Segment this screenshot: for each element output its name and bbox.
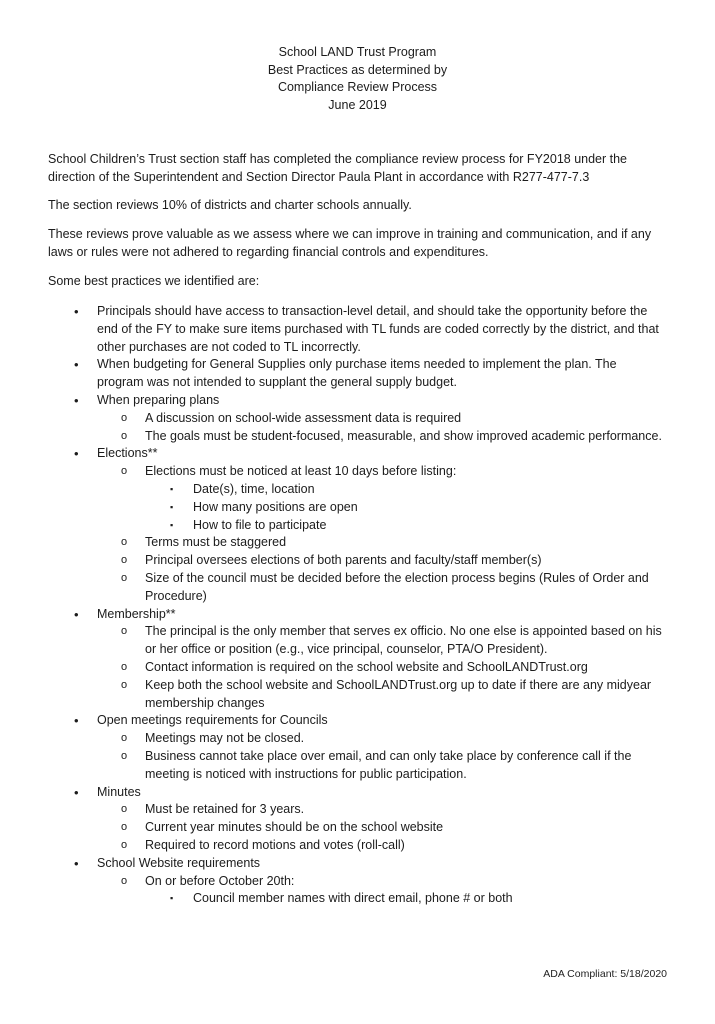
list-item-level-2 — [0, 428, 662, 446]
list-item-level-1 — [0, 303, 662, 356]
list-item-text: When budgeting for General Supplies only purchase items needed to implement the plan. The program was not intended to supplant the general supply budget. — [97, 357, 617, 390]
list-item-level-2 — [0, 837, 662, 855]
reviews-scope-paragraph: The section reviews 10% of districts and charter schools annually. — [48, 198, 412, 212]
header-date: June 2019 — [328, 97, 387, 112]
bullet-marker-level-3: ▪ — [170, 893, 174, 904]
bullet-marker-level-3: ▪ — [170, 501, 174, 512]
list-item-level-2 — [0, 623, 662, 659]
list-item-level-1 — [0, 445, 662, 463]
list-item-level-2 — [0, 873, 662, 891]
list-item-text: Date(s), time, location — [193, 481, 315, 496]
list-item-text: Current year minutes should be on the school website — [145, 820, 444, 835]
list-item-text: Must be retained for 3 years. — [145, 802, 305, 817]
list-item-level-2 — [0, 801, 662, 819]
list-item-level-2 — [0, 570, 662, 606]
list-item-text: How to file to participate — [193, 517, 327, 532]
ada-compliance-footer: ADA Compliant: 5/18/2020 — [543, 968, 667, 980]
list-item-level-2 — [0, 410, 662, 428]
bullet-marker-level-1: • — [74, 304, 79, 319]
list-item-text: How many positions are open — [193, 499, 358, 514]
list-item-text: Required to record motions and votes (roll-call) — [145, 837, 405, 852]
list-item-level-3 — [0, 890, 662, 908]
document-header — [0, 44, 715, 114]
bullet-marker-level-1: • — [74, 606, 79, 622]
list-item-level-1 — [0, 784, 662, 802]
list-item-text: Elections must be noticed at least 10 days before listing: — [145, 464, 457, 479]
bullet-marker-level-3: ▪ — [170, 519, 174, 530]
header-program-title: School LAND Trust Program — [278, 45, 437, 59]
list-item-text: When preparing plans — [97, 392, 220, 407]
bullet-marker-level-2: o — [121, 429, 128, 442]
list-item-text: Keep both the school website and SchoolLANDTrust.org up to date if there are any midyear membership changes — [145, 677, 652, 710]
bullet-marker-level-1: • — [74, 357, 79, 373]
bullet-marker-level-2: o — [121, 660, 128, 673]
best-practices-intro: Some best practices we identified are: — [48, 274, 260, 288]
list-item-text: The goals must be student-focused, measurable, and show improved academic performance. — [145, 428, 662, 443]
bullet-marker-level-2: o — [121, 732, 128, 745]
list-item-text: Open meetings requirements for Councils — [97, 713, 328, 728]
list-item-text: Minutes — [97, 784, 141, 799]
bullet-marker-level-1: • — [74, 713, 79, 729]
list-item-text: Council member names with direct email, phone # or both — [193, 891, 513, 906]
bullet-marker-level-2: o — [121, 411, 128, 424]
bullet-marker-level-1: • — [74, 392, 79, 408]
list-item-level-2 — [0, 819, 662, 837]
list-item-level-2 — [0, 748, 662, 784]
bullet-marker-level-2: o — [121, 571, 128, 584]
list-item-text: Membership** — [97, 606, 176, 621]
best-practices-list — [0, 303, 715, 908]
bullet-marker-level-2: o — [121, 749, 128, 762]
bullet-marker-level-2: o — [121, 465, 128, 478]
bullet-marker-level-2: o — [121, 678, 128, 691]
list-item-level-1 — [0, 606, 662, 624]
list-item-level-2 — [0, 534, 662, 552]
list-item-text: A discussion on school-wide assessment data is required — [145, 410, 462, 425]
list-item-level-2 — [0, 659, 662, 677]
list-item-level-2 — [0, 552, 662, 570]
list-item-level-1 — [0, 712, 662, 730]
intro-paragraph: School Children’s Trust section staff has completed the compliance review process for FY2018 under the direction of the Superintendent and Section Director Paula Plant in accordance with R277-477-7.3 — [48, 152, 628, 184]
list-item-text: Meetings may not be closed. — [145, 731, 305, 746]
list-item-level-2 — [0, 730, 662, 748]
list-item-text: School Website requirements — [97, 855, 261, 870]
list-item-text: Size of the council must be decided before the election process begins (Rules of Order and Procedure) — [145, 570, 649, 603]
reviews-value-paragraph: These reviews prove valuable as we assess where we can improve in training and communication, and if any laws or rules were not adhered to regarding financial controls and expenditures. — [48, 227, 652, 259]
list-item-level-1 — [0, 356, 662, 392]
header-subtitle: Best Practices as determined by — [267, 62, 448, 77]
list-item-level-3 — [0, 481, 662, 499]
bullet-marker-level-2: o — [121, 536, 128, 549]
bullet-marker-level-1: • — [74, 784, 79, 800]
list-item-level-2 — [0, 463, 662, 481]
bullet-marker-level-2: o — [121, 803, 128, 816]
list-item-text: On or before October 20th: — [145, 873, 295, 888]
bullet-marker-level-3: ▪ — [170, 483, 174, 494]
list-item-level-2 — [0, 677, 662, 713]
list-item-text: Principal oversees elections of both parents and faculty/staff member(s) — [145, 553, 542, 568]
list-item-level-3 — [0, 499, 662, 517]
bullet-marker-level-2: o — [121, 625, 128, 638]
bullet-marker-level-1: • — [74, 446, 79, 462]
bullet-marker-level-2: o — [121, 821, 128, 834]
list-item-text: Terms must be staggered — [145, 535, 287, 550]
header-process-title: Compliance Review Process — [277, 80, 438, 94]
list-item-level-1 — [0, 392, 662, 410]
list-item-level-3 — [0, 517, 662, 535]
bullet-marker-level-2: o — [121, 874, 128, 887]
list-item-level-1 — [0, 855, 662, 873]
bullet-marker-level-2: o — [121, 554, 128, 567]
bullet-marker-level-1: • — [74, 855, 79, 871]
list-item-text: Business cannot take place over email, and can only take place by conference call if the meeting is noticed with instructions for public participation. — [145, 748, 632, 781]
list-item-text: Principals should have access to transaction-level detail, and should take the opportunity before the end of the FY to make sure items purchased with TL funds are coded correctly by the district, and that other purchases are not coded to TL incorrectly. — [97, 304, 659, 354]
list-item-text: The principal is the only member that serves ex officio. No one else is appointed based on his or her office or position (e.g., vice principal, counselor, PTA/O President). — [145, 624, 662, 657]
list-item-text: Contact information is required on the school website and SchoolLANDTrust.org — [145, 659, 588, 674]
bullet-marker-level-2: o — [121, 838, 128, 851]
list-item-text: Elections** — [97, 446, 158, 461]
